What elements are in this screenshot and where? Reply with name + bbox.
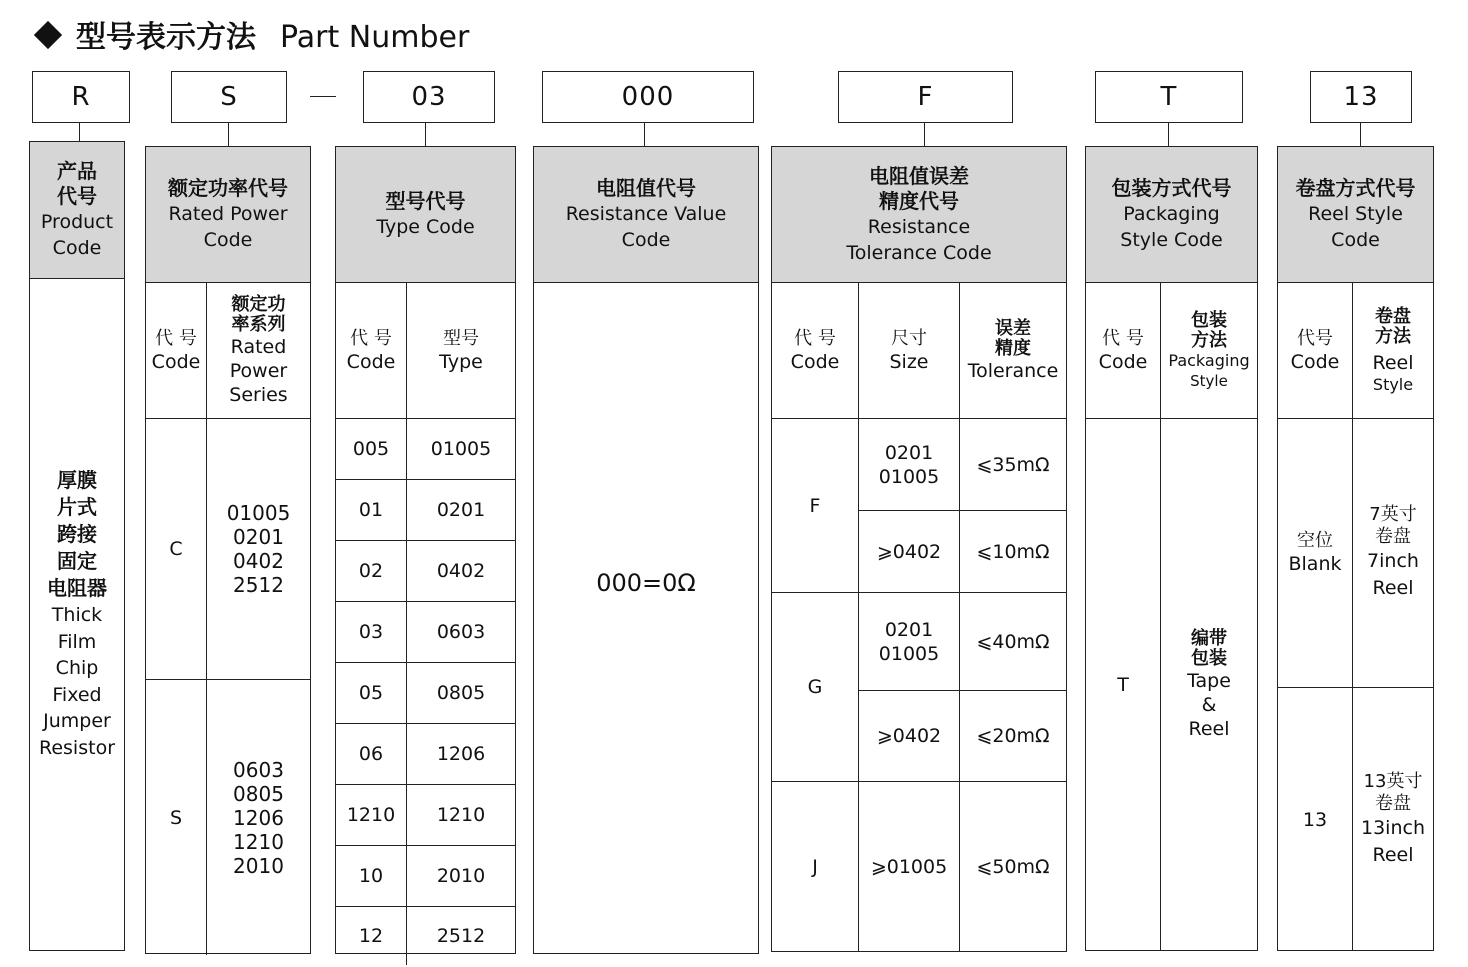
reel-style-column xyxy=(1277,146,1434,951)
connector-line xyxy=(79,123,80,142)
table-row: ⩾0402 ⩽10mΩ xyxy=(859,511,1066,592)
table-row: 05 0805 xyxy=(336,663,515,724)
connector-line xyxy=(425,123,426,146)
table-row: 01 0201 xyxy=(336,480,515,541)
rated-power-subheader: 代 号 Code 额定功 率系列 Rated Power Series xyxy=(146,283,310,419)
segment-box-reel: 13 xyxy=(1310,71,1412,123)
title-zh: 型号表示方法 xyxy=(76,20,256,55)
table-row: C 01005 0201 0402 2512 xyxy=(146,419,310,680)
rated-power-column xyxy=(145,146,311,954)
type-code-header: 型号代号 Type Code xyxy=(336,147,515,283)
resistance-value-column xyxy=(533,146,759,954)
diamond-bullet-icon xyxy=(34,21,62,49)
type-code-subheader: 代 号 Code 型号 Type xyxy=(336,283,515,419)
tolerance-column xyxy=(771,146,1067,952)
table-row: 10 2010 xyxy=(336,846,515,907)
table-row: 13 13英寸 卷盘 13inch Reel xyxy=(1278,688,1433,951)
table-row: 03 0603 xyxy=(336,602,515,663)
table-row: 06 1206 xyxy=(336,724,515,785)
title-en: Part Number xyxy=(280,20,470,55)
table-row: 空位 Blank 7英寸 卷盘 7inch Reel xyxy=(1278,419,1433,688)
connector-line xyxy=(924,123,925,146)
packaging-column xyxy=(1085,146,1258,951)
connector-line xyxy=(1168,123,1169,146)
resistance-value: 000=0Ω xyxy=(596,569,696,597)
reel-style-header: 卷盘方式代号 Reel Style Code xyxy=(1278,147,1433,283)
table-row: 0201 01005 ⩽35mΩ xyxy=(859,419,1066,511)
tolerance-group-g: G 0201 01005 ⩽40mΩ ⩾0402 ⩽20mΩ xyxy=(772,593,1066,782)
segment-dash xyxy=(310,96,336,97)
connector-line xyxy=(1360,123,1361,146)
table-row: 02 0402 xyxy=(336,541,515,602)
resistance-value-header: 电阻值代号 Resistance Value Code xyxy=(534,147,758,283)
tolerance-header: 电阻值误差 精度代号 Resistance Tolerance Code xyxy=(772,147,1066,283)
product-description: 厚膜 片式 跨接 固定 电阻器 Thick Film Chip Fixed Jumper Resistor xyxy=(39,468,115,759)
packaging-header: 包装方式代号 Packaging Style Code xyxy=(1086,147,1257,283)
table-row: 0201 01005 ⩽40mΩ xyxy=(859,593,1066,691)
table-row: 005 01005 xyxy=(336,419,515,480)
table-row: 12 2512 xyxy=(336,907,515,965)
table-row: ⩾01005 ⩽50mΩ xyxy=(858,782,1066,952)
segment-box-resistance: 000 xyxy=(542,71,754,123)
reel-style-subheader: 代号 Code 卷盘 方法 Reel Style xyxy=(1278,283,1433,419)
product-code-column xyxy=(29,141,125,951)
rated-power-header: 额定功率代号 Rated Power Code xyxy=(146,147,310,283)
tolerance-group-j: J ⩾01005 ⩽50mΩ xyxy=(772,782,1066,952)
segment-box-product: R xyxy=(32,71,130,123)
product-code-header: 产品 代号 Product Code xyxy=(30,142,124,279)
connector-line xyxy=(644,123,645,146)
table-row: 1210 1210 xyxy=(336,785,515,846)
type-code-column xyxy=(335,146,516,954)
segment-box-packaging: T xyxy=(1095,71,1243,123)
segment-box-tolerance: F xyxy=(838,71,1013,123)
segment-box-type: 03 xyxy=(363,71,495,123)
page-title xyxy=(38,12,469,56)
tolerance-subheader: 代 号 Code 尺寸 Size 误差 精度 Tolerance xyxy=(772,283,1066,419)
table-row: S 0603 0805 1206 1210 2010 xyxy=(146,680,310,955)
table-row: ⩾0402 ⩽20mΩ xyxy=(859,691,1066,781)
packaging-subheader: 代 号 Code 包装 方法 Packaging Style xyxy=(1086,283,1257,419)
segment-box-power: S xyxy=(171,71,287,123)
tolerance-group-f: F 0201 01005 ⩽35mΩ ⩾0402 ⩽10mΩ xyxy=(772,419,1066,593)
table-row: T 编带 包装 Tape & Reel xyxy=(1086,419,1257,951)
connector-line xyxy=(228,123,229,146)
